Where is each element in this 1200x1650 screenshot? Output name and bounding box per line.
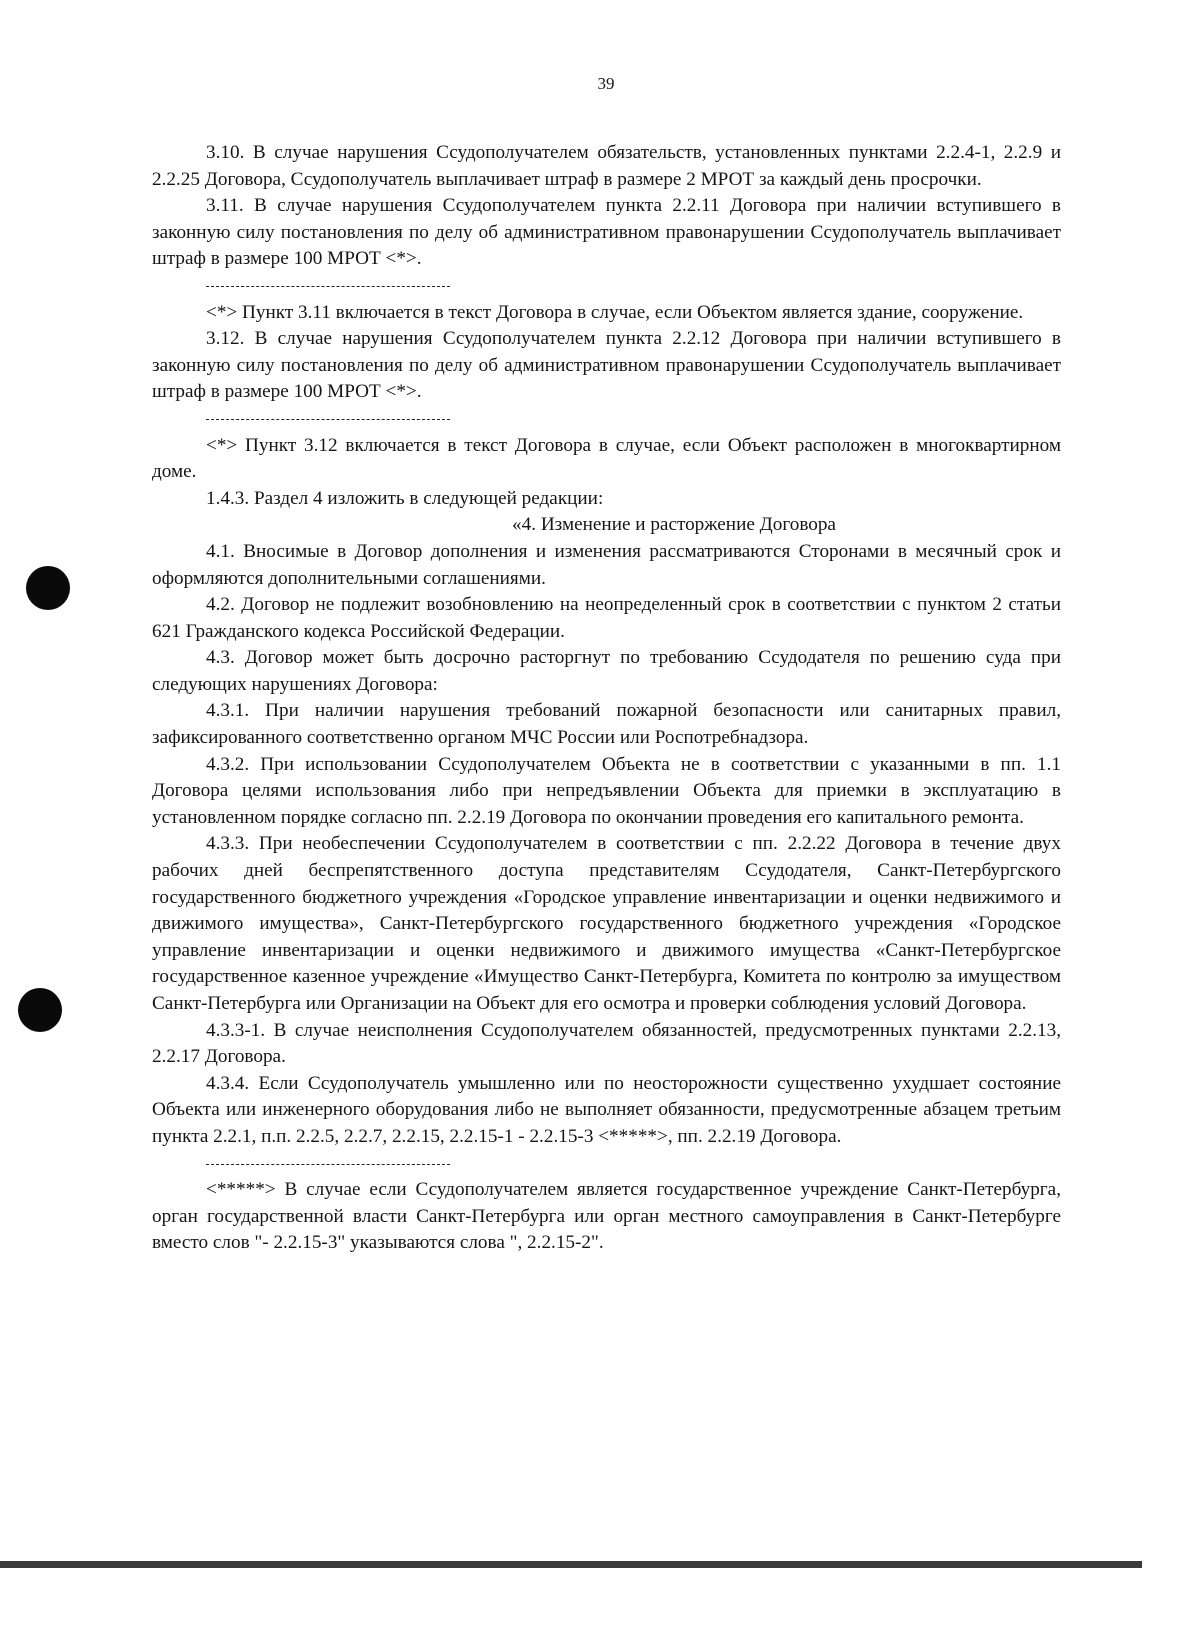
punch-hole	[18, 988, 62, 1032]
footnote-3-11: <*> Пункт 3.11 включается в текст Договора в случае, если Объектом является здание, сооружение.	[206, 301, 1024, 323]
footnote-separator	[152, 406, 1061, 433]
clause-4-2: 4.2. Договор не подлежит возобновлению на неопределенный срок в соответствии с пунктом 2 статьи 621 Гражданского кодекса Российской Федерации.	[152, 594, 1061, 642]
clause-1-4-3: 1.4.3. Раздел 4 изложить в следующей редакции:	[206, 487, 604, 509]
clause-3-11: 3.11. В случае нарушения Ссудополучателем пункта 2.2.11 Договора при наличии вступившего в законную силу постановления по делу об административном правонарушении Ссудополучатель выплачивает штраф в размере 100 МРОТ <*>.	[152, 195, 1061, 270]
clause-4-3-1: 4.3.1. При наличии нарушения требований пожарной безопасности или санитарных правил, зафиксированного соответственно органом МЧС России или Роспотребнадзора.	[152, 700, 1061, 749]
clause-4-3-3-1: 4.3.3-1. В случае неисполнения Ссудополучателем обязанностей, предусмотренных пунктами 2.2.13, 2.2.17 Договора.	[152, 1019, 1061, 1068]
footnote-separator	[152, 273, 1061, 300]
punch-hole	[26, 566, 70, 610]
clause-4-3-4: 4.3.4. Если Ссудополучатель умышленно или по неосторожности существенно ухудшает состояние Объекта или инженерного оборудования либо не выполняет обязанности, предусмотренные абзацем третьим пункта 2.2.1, п.п. 2.2.5, 2.2.7, 2.2.15, 2.2.15-1 - 2.2.15-3 <*****>, пп. 2.2.19 Договора.	[152, 1072, 1061, 1147]
clause-4-1: 4.1. Вносимые в Договор дополнения и изменения рассматриваются Сторонами в месячный срок и оформляются дополнительными соглашениями.	[152, 540, 1061, 589]
document-body	[152, 140, 1061, 1257]
clause-3-10: 3.10. В случае нарушения Ссудополучателем обязательств, установленных пунктами 2.2.4-1, 2.2.9 и 2.2.25 Договора, Ссудополучатель выплачивает штраф в размере 2 МРОТ за каждый день просрочки.	[152, 142, 1061, 190]
clause-4-3: 4.3. Договор может быть досрочно расторгнут по требованию Ссудодателя по решению суда при следующих нарушениях Договора:	[152, 647, 1061, 695]
clause-4-3-3: 4.3.3. При необеспечении Ссудополучателем в соответствии с пп. 2.2.22 Договора в течение двух рабочих дней беспрепятственного доступа представителям Ссудодателя, Санкт-Петербургского государственного бюджетного учреждения «Городское управление инвентаризации и оценки недвижимого и движимого имущества», Санкт-Петербургского государственного бюджетного учреждения «Городское управление инвентаризации и оценки недвижимого и движимого имущества «Санкт-Петербургское государственное казенное учреждение «Имущество Санкт-Петербурга, Комитета по контролю за имуществом Санкт-Петербурга или Организации на Объект для его осмотра и проверки соблюдения условий Договора.	[152, 833, 1061, 1014]
clause-4-3-2: 4.3.2. При использовании Ссудополучателем Объекта не в соответствии с указанными в пп. 1.1 Договора целями использования либо при непредъявлении Объекта для приемки в эксплуатацию в установленном порядке согласно пп. 2.2.19 Договора по окончании проведения его капитального ремонта.	[152, 753, 1061, 828]
footnote-separator	[152, 1151, 1061, 1178]
footnote-4-3-4: <*****> В случае если Ссудополучателем является государственное учреждение Санкт-Петербурга, орган государственной власти Санкт-Петербурга или орган местного самоуправления в Санкт-Петербурге вместо слов "- 2.2.15-3" указываются слова ", 2.2.15-2".	[152, 1179, 1061, 1254]
page-number: 39	[597, 74, 615, 93]
section-4-heading: «4. Изменение и расторжение Договора	[512, 514, 836, 536]
footnote-3-12: <*> Пункт 3.12 включается в текст Договора в случае, если Объект расположен в многоквартирном доме.	[152, 434, 1061, 483]
clause-3-12: 3.12. В случае нарушения Ссудополучателем пункта 2.2.12 Договора при наличии вступившего в законную силу постановления по делу об административном правонарушении Ссудополучатель выплачивает штраф в размере 100 МРОТ <*>.	[152, 328, 1061, 403]
scan-edge	[0, 1561, 1142, 1568]
